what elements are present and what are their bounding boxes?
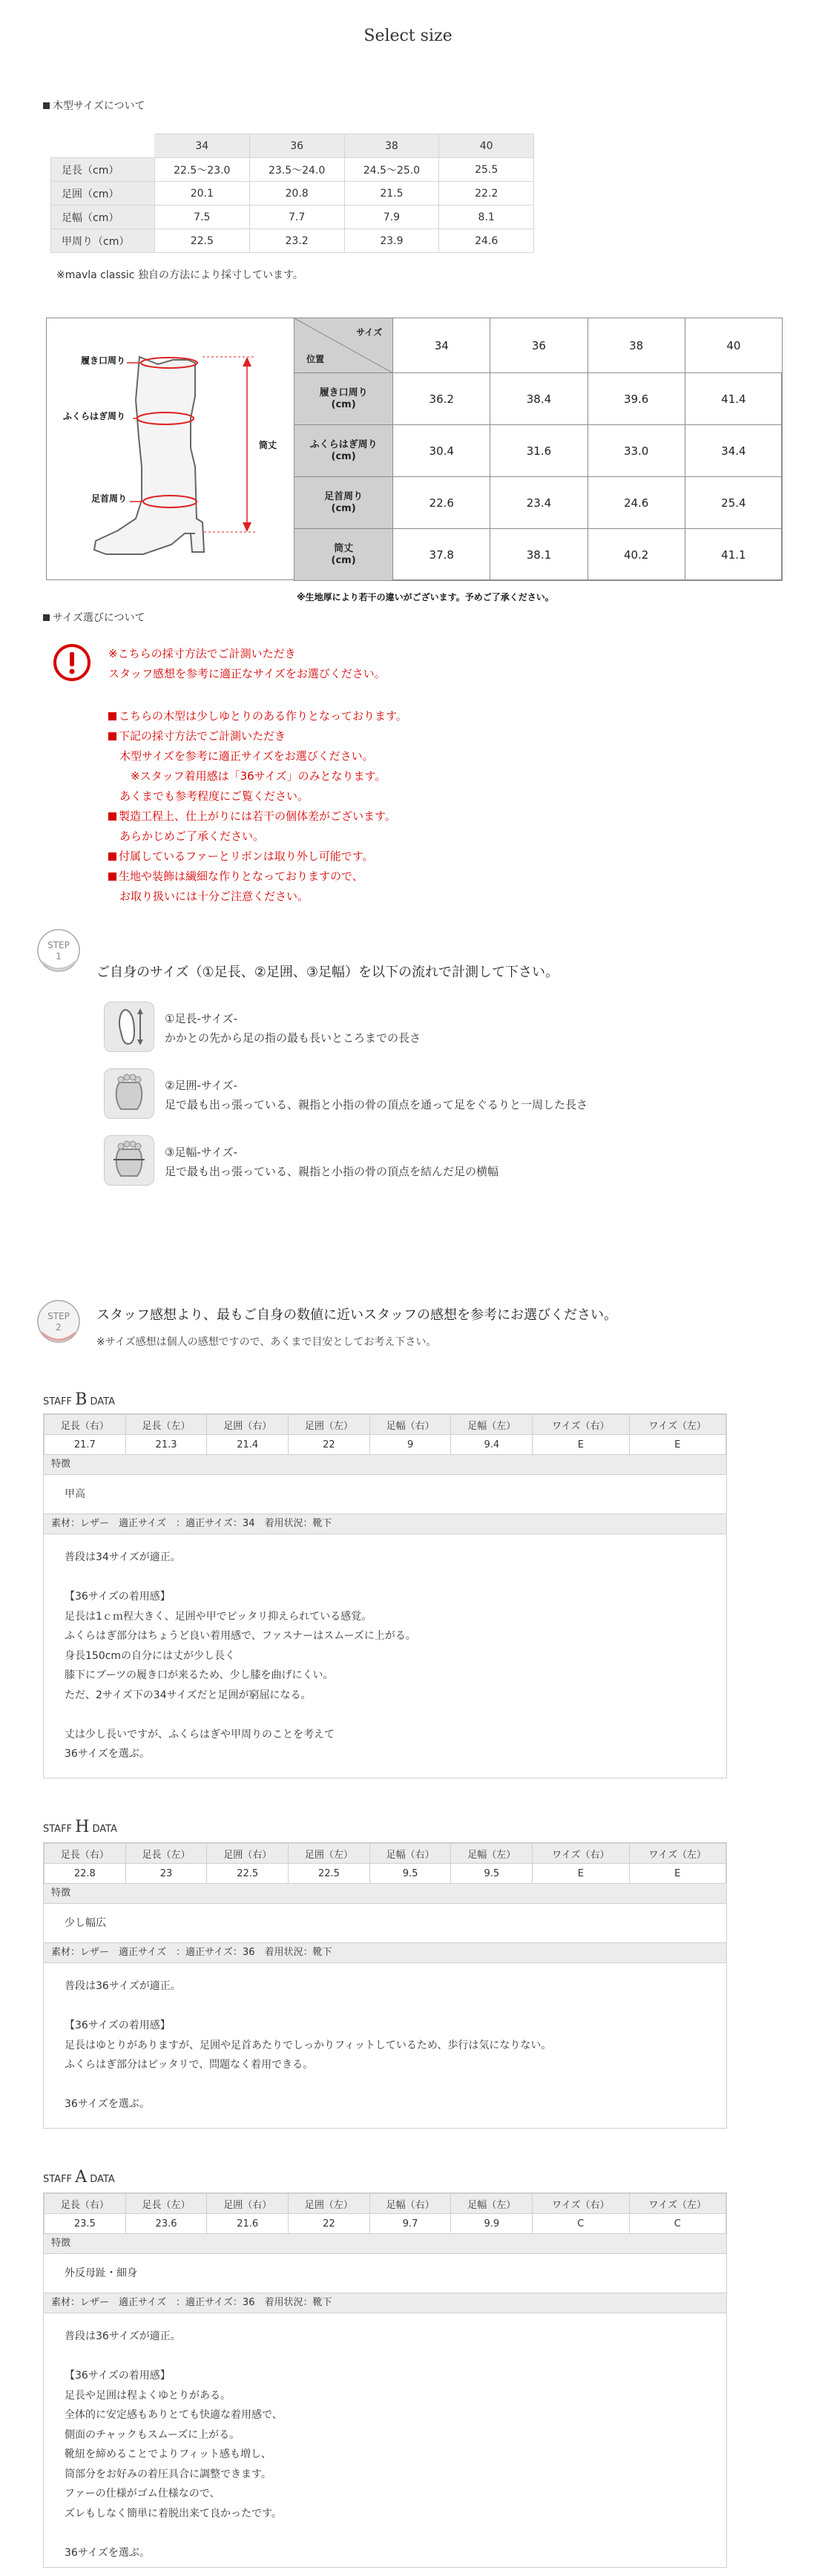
- step-2-sub: ※サイズ感想は個人の感想ですので、あくまで目安としてお考え下さい。: [96, 1336, 437, 1348]
- col-header: 34: [393, 318, 490, 373]
- measure-2-desc: 足で最も出っ張っている、親指と小指の骨の頂点を通って足をぐるりと一周した長さ: [165, 1098, 588, 1111]
- staff-a-info: 素材：レザー 適正サイズ ：適正サイズ：36 着用状況：靴下: [44, 2293, 726, 2313]
- wood-size-heading: 木型サイズについて: [43, 98, 145, 113]
- label-ankle: 足首周り: [91, 493, 128, 504]
- table-row: 足長（cm） 22.5〜23.0 23.5〜24.0 24.5〜25.0 25.5: [51, 158, 534, 182]
- red-square-icon: [108, 712, 116, 720]
- wood-size-note: ※mavla classic 独自の方法により採寸しています。: [56, 269, 303, 281]
- svg-text:1: 1: [56, 951, 62, 962]
- red-square-icon: [108, 732, 116, 740]
- measure-2-title: ②足囲-サイズ-: [165, 1079, 238, 1092]
- size-choice-heading: サイズ選びについて: [43, 610, 145, 625]
- label-top: 履き口周り: [81, 355, 126, 366]
- svg-text:STEP: STEP: [47, 940, 70, 950]
- list-item: ※スタッフ着用感は「36サイズ」のみとなります。: [108, 769, 386, 783]
- staff-h-info: 素材：レザー 適正サイズ ：適正サイズ：36 着用状況：靴下: [44, 1942, 726, 1963]
- table-row: 履き口周り (cm) 36.2 38.4 39.6 41.4: [295, 373, 783, 425]
- staff-a-feature: 外反母趾・細身: [65, 2267, 137, 2279]
- svg-text:2: 2: [56, 1322, 62, 1333]
- staff-b-heading: STAFF B DATA: [43, 1390, 115, 1409]
- staff-b-table: 足長（右） 足長（左） 足囲（右） 足囲（左） 足幅（右） 足幅（左） ワイズ（右） ワイズ（左） 21.7 21.3 21.4 22 9 9.4 E E: [44, 1414, 726, 1455]
- col-header: 38: [588, 318, 685, 373]
- staff-b-info: 素材：レザー 適正サイズ ：適正サイズ：34 着用状況：靴下: [44, 1514, 726, 1534]
- page-title: Select size: [363, 27, 453, 45]
- staff-b-impression: 普段は34サイズが適正。 【36サイズの着用感】 足長は1ｃｍ程大きく、足囲や甲でピッタリ抑えられている感覚。 ふくらはぎ部分はちょうど良い着用感で、ファスナーはスムーズに上がる。 身長150cmの自分には丈が少し長く 膝下にブーツの履き口が来るため、少し膝を曲げにくい。 ただ、2サイズ下の34サイズだと足囲が窮屈になる。 丈は少し長いですが、ふくらはぎや甲周りのことを考えて 36サイズを選ぶ。: [65, 1551, 416, 1760]
- col-header: 36: [490, 318, 588, 373]
- warning-icon: [52, 643, 92, 683]
- list-item: あらかじめご了承ください。: [108, 829, 265, 843]
- table-row: 22.8 23 22.5 22.5 9.5 9.5 E E: [45, 1864, 726, 1884]
- list-item: こちらの木型は少しゆとりのある作りとなっております。: [108, 706, 407, 726]
- table-row: 足首周り (cm) 22.6 23.4 24.6 25.4: [295, 477, 783, 529]
- staff-a-impression: 普段は36サイズが適正。 【36サイズの着用感】 足長や足囲は程よくゆとりがある。 全体的に安定感もありとても快適な着用感で、 側面のチャックもスムーズに上がる。 靴紐を締めることでよりフィット感も増し、 筒部分をお好みの着圧具合に調整できます。 ファーの仕様がゴム仕様なので、 ズレもしなく簡単に着脱出来て良かったです。 36サイズを選ぶ。: [65, 2330, 283, 2559]
- step-1-title: ご自身のサイズ（①足長、②足囲、③足幅）を以下の流れで計測して下さい。: [96, 965, 559, 980]
- boot-size-table: [294, 318, 783, 581]
- list-item: 下記の採寸方法でご計測いただき: [108, 726, 407, 746]
- staff-b-card: 足長（右） 足長（左） 足囲（右） 足囲（左） 足幅（右） 足幅（左） ワイズ（右） ワイズ（左） 21.7 21.3 21.4 22 9 9.4 E E 特徴 甲高 素材：レザー 適正サイズ ：適正サイズ：34 着用状況：靴下 普段は34サイズが適正。 【36サイズの着用感】 足長は1ｃｍ程大きく、足囲や甲でピッタリ抑えられている感覚。 ふくらはぎ部分はちょうど良い着用感で、ファスナーはスムーズに上がる。 身長150cmの自分には丈が少し長く 膝下にブーツの履き口が来るため、少し膝を曲げにくい。 ただ、2サイズ下の34サイズだと足囲が窮屈になる。 丈は少し長いですが、ふくらはぎや甲周りのことを考えて 36サイズを選ぶ。: [43, 1413, 727, 1778]
- table-row: 足幅（cm） 7.5 7.7 7.9 8.1: [51, 206, 534, 229]
- measure-3-desc: 足で最も出っ張っている、親指と小指の骨の頂点を結んだ足の横幅: [165, 1165, 499, 1178]
- list-item: 生地や装飾は繊細な作りとなっておりますので、: [108, 867, 407, 887]
- list-item: 付属しているファーとリボンは取り外し可能です。: [108, 847, 407, 867]
- table-row: 23.5 23.6 21.6 22 9.7 9.9 C C: [45, 2214, 726, 2234]
- table-row: 足囲（cm） 20.1 20.8 21.5 22.2: [51, 182, 534, 206]
- red-square-icon: [108, 852, 116, 861]
- foot-girth-icon: [104, 1068, 154, 1119]
- col-header: 34: [154, 134, 249, 158]
- step-2-badge-icon: [36, 1298, 82, 1344]
- staff-a-heading: STAFF A DATA: [43, 2168, 115, 2186]
- list-item: あくまでも参考程度にご覧ください。: [108, 789, 309, 803]
- staff-a-table: 足長（右） 足長（左） 足囲（右） 足囲（左） 足幅（右） 足幅（左） ワイズ（右） ワイズ（左） 23.5 23.6 21.6 22 9.7 9.9 C C: [44, 2193, 726, 2234]
- staff-h-impression: 普段は36サイズが適正。 【36サイズの着用感】 足長はゆとりがありますが、足囲や足首あたりでしっかりフィットしているため、歩行は気になりない。 ふくらはぎ部分はピッタリで、問題なく着用できる。 36サイズを選ぶ。: [65, 1980, 552, 2110]
- wood-size-table: [50, 134, 534, 253]
- list-item: 木型サイズを参考に適正サイズをお選びください。: [108, 749, 374, 763]
- list-item: 製造工程上、仕上がりには若干の個体差がございます。: [108, 806, 407, 827]
- corner-cell: サイズ 位置: [295, 318, 393, 373]
- table-row: 筒丈 (cm) 37.8 38.1 40.2 41.1: [295, 529, 783, 581]
- staff-a-card: 足長（右） 足長（左） 足囲（右） 足囲（左） 足幅（右） 足幅（左） ワイズ（右） ワイズ（左） 23.5 23.6 21.6 22 9.7 9.9 C C 特徴 外反母趾・細身 素材：レザー 適正サイズ ：適正サイズ：36 着用状況：靴下 普段は36サイズが適正。 【36サイズの着用感】 足長や足囲は程よくゆとりがある。 全体的に安定感もありとても快適な着用感で、 側面のチャックもスムーズに上がる。 靴紐を締めることでよりフィット感も増し、 筒部分をお好みの着圧具合に調整できます。 ファーの仕様がゴム仕様なので、 ズレもしなく簡単に着脱出来て良かったです。 36サイズを選ぶ。: [43, 2192, 727, 2568]
- step-1-badge-icon: [36, 927, 82, 973]
- measure-1-desc: かかとの先から足の指の最も長いところまでの長さ: [165, 1031, 421, 1045]
- square-bullet-icon: [43, 102, 50, 109]
- col-header: 38: [344, 134, 439, 158]
- label-calf: ふくらはぎ周り: [63, 411, 126, 421]
- staff-h-feature: 少し幅広: [65, 1917, 106, 1929]
- table-row: 甲周り（cm） 22.5 23.2 23.9 24.6: [51, 229, 534, 253]
- boot-measure-diagram: [46, 318, 782, 580]
- table-row: ふくらはぎ周り (cm) 30.4 31.6 33.0 34.4: [295, 425, 783, 477]
- col-header: 40: [439, 134, 534, 158]
- red-square-icon: [108, 873, 116, 881]
- staff-h-card: 足長（右） 足長（左） 足囲（右） 足囲（左） 足幅（右） 足幅（左） ワイズ（右） ワイズ（左） 22.8 23 22.5 22.5 9.5 9.5 E E 特徴 少し幅広 素材：レザー 適正サイズ ：適正サイズ：36 着用状況：靴下 普段は36サイズが適正。 【36サイズの着用感】 足長はゆとりがありますが、足囲や足首あたりでしっかりフィットしているため、歩行は気になりない。 ふくらはぎ部分はピッタリで、問題なく着用できる。 36サイズを選ぶ。: [43, 1842, 727, 2129]
- square-bullet-icon: [43, 614, 50, 621]
- col-header: 40: [685, 318, 782, 373]
- measure-1-title: ①足長-サイズ-: [165, 1012, 238, 1025]
- size-choice-bullets: [108, 706, 407, 907]
- table-row: 21.7 21.3 21.4 22 9 9.4 E E: [45, 1435, 726, 1455]
- red-square-icon: [108, 812, 116, 821]
- label-height: 筒丈: [259, 440, 277, 450]
- staff-h-heading: STAFF H DATA: [43, 1818, 118, 1836]
- size-choice-intro: ※こちらの採寸方法でご計測いただき スタッフ感想を参考に適正なサイズをお選びください。: [108, 647, 386, 680]
- foot-width-icon: [104, 1135, 154, 1186]
- list-item: お取り扱いには十分ご注意ください。: [108, 890, 309, 903]
- boot-diagram-note: ※生地厚により若干の違いがございます。予めご了承ください。: [297, 592, 554, 602]
- measure-3-title: ③足幅-サイズ-: [165, 1146, 238, 1159]
- step-2-title: スタッフ感想より、最もご自身の数値に近いスタッフの感想を参考にお選びください。: [96, 1307, 617, 1323]
- col-header: 36: [249, 134, 344, 158]
- svg-text:STEP: STEP: [47, 1311, 70, 1321]
- staff-b-feature: 甲高: [65, 1488, 85, 1500]
- staff-h-table: 足長（右） 足長（左） 足囲（右） 足囲（左） 足幅（右） 足幅（左） ワイズ（右） ワイズ（左） 22.8 23 22.5 22.5 9.5 9.5 E E: [44, 1843, 726, 1884]
- foot-length-icon: [104, 1002, 154, 1052]
